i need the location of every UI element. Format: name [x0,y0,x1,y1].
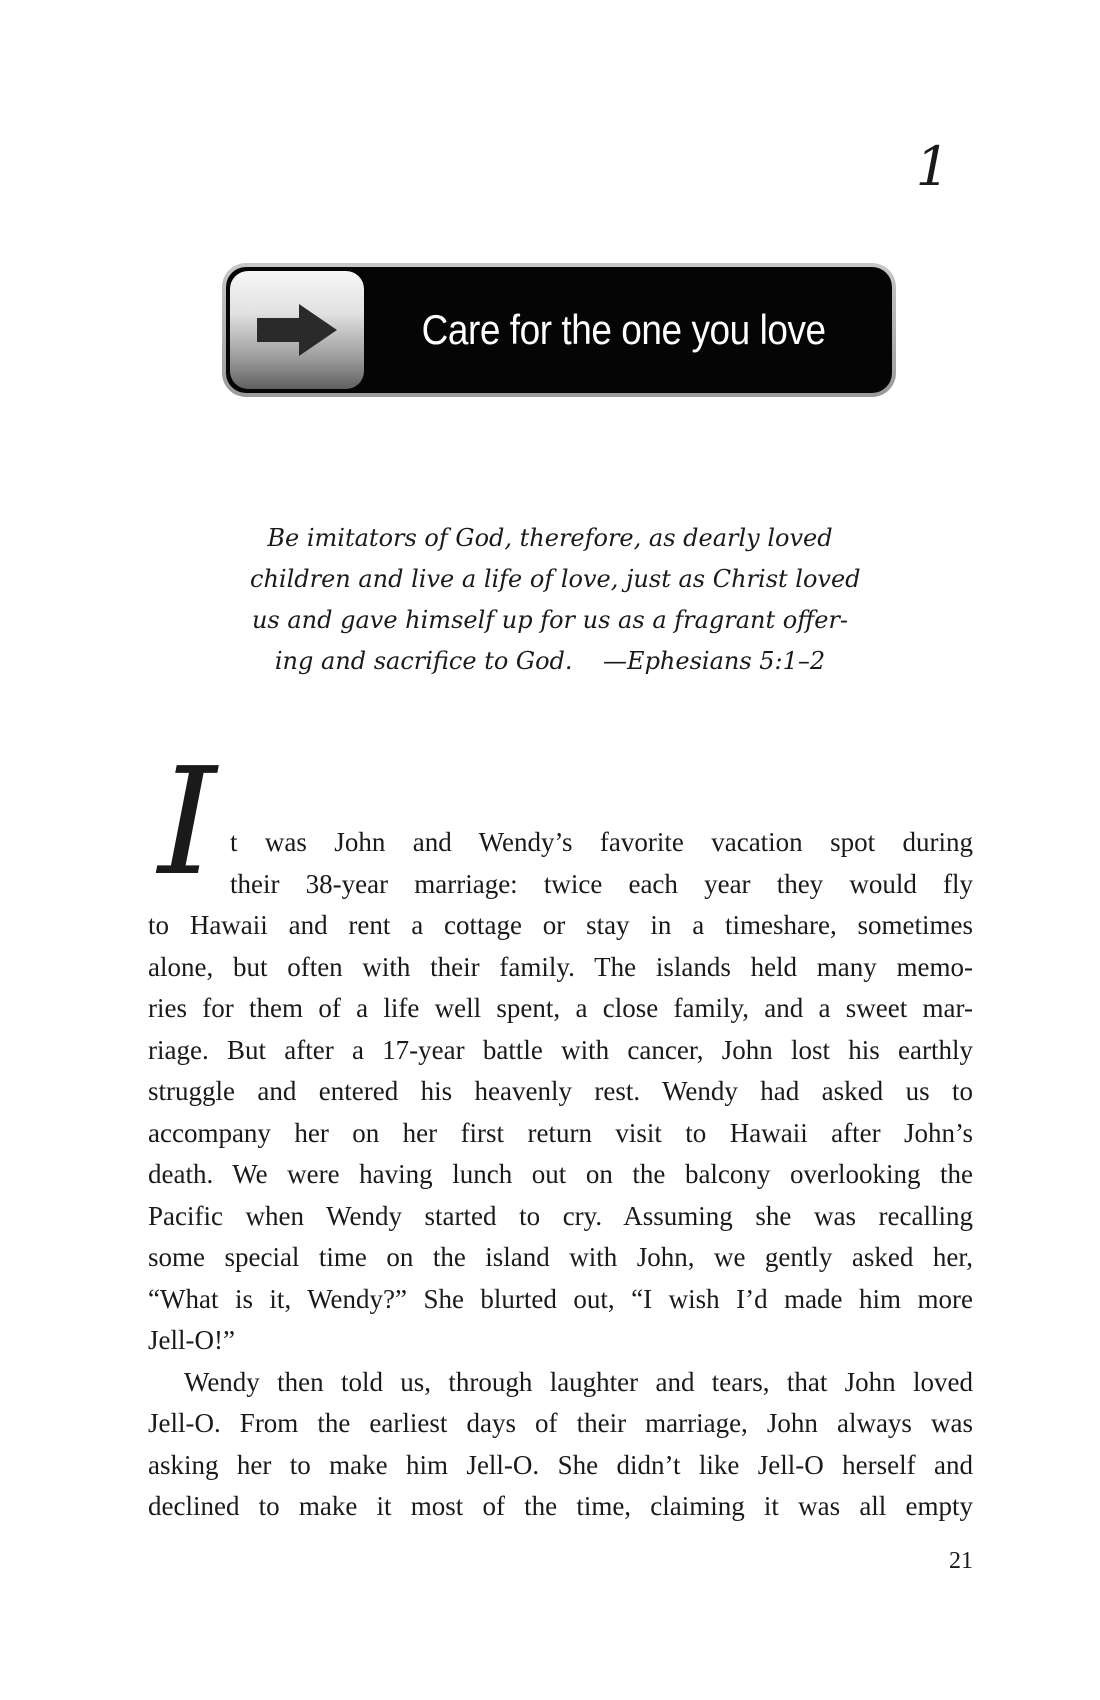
page-number: 21 [949,1548,973,1574]
chapter-banner [222,263,896,397]
chapter-title: Care for the one you love [421,306,826,353]
text-line: alone, but often with their family. The islands held many memo- [148,951,973,982]
text-line: death. We were having lunch out on the balcony overlooking the [148,1159,973,1189]
drop-cap: I [158,736,217,908]
right-arrow-icon [230,271,364,389]
epigraph-line: children and live a life of love, just as Christ loved [250,565,861,593]
text-line: Jell-O. From the earliest days of their marriage, John always was [148,1408,973,1438]
body-text [148,822,973,1528]
epigraph-line: us and gave himself up for us as a fragrant offer- [251,606,849,634]
text-line: struggle and entered his heavenly rest. Wendy had asked us to [148,1076,973,1106]
text-line: some special time on the island with John, we gently asked her, [148,1242,973,1272]
epigraph-line: ing and sacrifice to God. —Ephesians 5:1–2 [274,647,826,675]
paragraph-2 [148,1362,973,1528]
text-line: their 38-year marriage: twice each year they would fly [230,868,973,899]
text-line: accompany her on her first return visit to Hawaii after John’s [148,1117,973,1148]
text-line: Wendy then told us, through laughter and tears, that John loved [184,1366,973,1397]
epigraph-line: Be imitators of God, therefore, as dearly loved [267,524,833,552]
right-arrow-icon-shape [251,300,343,360]
text-line: ries for them of a life well spent, a close family, and a sweet mar- [148,993,973,1023]
paragraph-1 [148,822,973,1362]
chapter-banner-inner [226,267,892,393]
text-line: riage. But after a 17-year battle with cancer, John lost his earthly [148,1034,973,1065]
text-line: asking her to make him Jell-O. She didn’t like Jell-O herself and [148,1449,973,1480]
text-line: declined to make it most of the time, claiming it was all empty [148,1491,973,1521]
text-line: t was John and Wendy’s favorite vacation spot during [230,827,973,857]
text-line: Pacific when Wendy started to cry. Assuming she was recalling [148,1200,973,1231]
text-line: “What is it, Wendy?” She blurted out, “I wish I’d made him more [148,1283,973,1314]
text-line: Jell-O!” [148,1325,235,1355]
text-line: to Hawaii and rent a cottage or stay in a timeshare, sometimes [148,910,973,940]
epigraph [250,518,861,682]
chapter-number: 1 [915,135,950,198]
